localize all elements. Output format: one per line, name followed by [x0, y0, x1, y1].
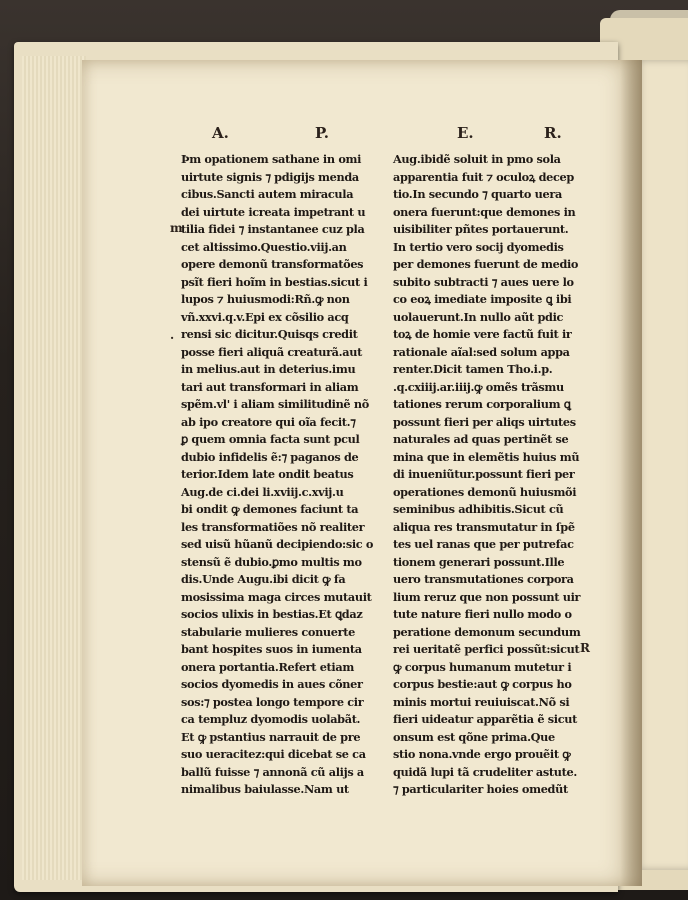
text-line: terior.Idem late ondit beatus: [181, 467, 354, 481]
text-line: tute nature fieri nullo modo o: [393, 607, 572, 621]
text-line: stensũ ẽ dubio.ꝑmo multis mo: [181, 554, 362, 569]
text-line: operationes demonũ huiusmõi: [393, 484, 577, 499]
text-line: in melius.aut in deterius.imu: [181, 362, 356, 376]
text-line: quidã lupi tã crudeliter astute.: [393, 764, 577, 779]
text-line: onsum est qõne prima.Que: [393, 729, 555, 744]
text-line: ⁊ particulariter hoies omedũt: [393, 782, 568, 796]
text-line: rensi sic dicitur.Quisqs credit: [181, 327, 358, 341]
margin-mark-r: R: [580, 641, 590, 655]
margin-mark-m: m: [170, 221, 183, 235]
text-line: ballũ fuisse ⁊ annonã cũ alijs a: [181, 764, 364, 779]
text-line: tio.In secundo ⁊ quarto uera: [393, 187, 562, 201]
text-line: .q.cxiiij.ar.iiij.ꝙ omẽs trãsmu: [393, 379, 564, 394]
running-head-1: A.: [212, 124, 229, 142]
text-line: ꝙ corpus humanum mutetur i: [393, 659, 572, 674]
text-line: possunt fieri per aliqs uirtutes: [393, 414, 576, 429]
text-line: cet altissimo.Questio.viij.an: [181, 239, 347, 254]
text-line: onera fuerunt:que demones in: [393, 204, 576, 219]
right-text-column: [393, 151, 583, 799]
text-line: tionem generari possunt.Ille: [393, 554, 565, 569]
text-line: les transformatiões nõ realiter: [181, 519, 365, 534]
text-line: renter.Dicit tamen Tho.i.p.: [393, 362, 553, 376]
text-line: tari aut transformari in aliam: [181, 379, 359, 394]
text-line: per demones fuerunt de medio: [393, 257, 579, 271]
text-line: sed uisũ hũanũ decipiendo:sic o: [181, 537, 374, 551]
text-line: opere demonũ transformatões: [181, 257, 364, 271]
text-line: apparentia fuit ⁊ oculoꝝ decep: [393, 169, 574, 184]
text-line: cibus.Sancti autem miracula: [181, 187, 354, 201]
text-line: uero transmutationes corpora: [393, 572, 574, 586]
text-line: stabularie mulieres conuerte: [181, 624, 355, 639]
text-line: tilia fidei ⁊ instantanee cuz pla: [181, 222, 365, 236]
text-line: di inueniũtur.possunt fieri per: [393, 467, 575, 481]
text-line: rei ueritatẽ perfici possũt:sicut: [393, 642, 580, 656]
text-line: dis.Unde Augu.ibi dicit ꝙ fa: [181, 572, 346, 586]
text-line: lupos ⁊ huiusmodi:Rñ.ꝙ non: [181, 292, 350, 306]
text-line: ab ipo creatore qui oĩa fecit.⁊: [181, 414, 356, 429]
text-line: subito subtracti ⁊ aues uere lo: [393, 274, 574, 289]
facing-page-gutter: [634, 60, 688, 870]
gutter-shadow: [620, 60, 642, 886]
text-line: dei uirtute icreata impetrant u: [181, 204, 366, 219]
text-line: suo ueracitez:qui dicebat se ca: [181, 747, 366, 761]
text-line: uolauerunt.In nullo aũt pdic: [393, 309, 564, 324]
text-line: ꝑ quem omnia facta sunt pcul: [181, 432, 360, 446]
text-line: posse fieri aliquã creaturã.aut: [181, 344, 362, 359]
running-head-3: E.: [457, 124, 474, 142]
text-line: nimalibus baiulasse.Nam ut: [181, 782, 349, 796]
text-line: aliqua res transmutatur in ſpẽ: [393, 519, 575, 534]
text-line: tes uel ranas que per putrefac: [393, 537, 574, 551]
text-line: seminibus adhibitis.Sicut cũ: [393, 502, 564, 516]
running-head-2: P.: [315, 124, 330, 142]
text-line: fieri uideatur apparẽtia ẽ sicut: [393, 712, 577, 726]
text-line: Et ꝙ pstantius narrauit de pre: [181, 729, 361, 744]
text-line: In tertio vero socij dyomedis: [393, 239, 564, 254]
text-line: sos:⁊ postea longo tempore cir: [181, 694, 364, 709]
text-line: Þm opationem sathane in omi: [181, 152, 362, 166]
text-line: ca templuz dyomodis uolabãt.: [181, 712, 361, 726]
text-line: stio nona.vnde ergo prouẽit ꝙ: [393, 747, 571, 761]
page-stack-edge: [22, 56, 86, 880]
running-head-4: R.: [544, 124, 562, 142]
text-line: toꝝ de homie vere factũ fuit ir: [393, 327, 572, 341]
text-line: dubio infidelis ẽ:⁊ paganos de: [181, 449, 359, 464]
text-line: onera portantia.Refert etiam: [181, 659, 354, 674]
margin-mark-dot: ·: [170, 331, 175, 345]
text-line: Aug.ibidẽ soluit in pmo sola: [393, 152, 561, 166]
text-line: socios ulixis in bestias.Et ꝗdaz: [181, 607, 363, 621]
text-line: bant hospites suos in iumenta: [181, 642, 362, 656]
text-line: tationes rerum corporalium ꝗ: [393, 397, 571, 411]
text-line: naturales ad quas pertinẽt se: [393, 432, 569, 446]
text-line: mina que in elemẽtis huius mũ: [393, 449, 580, 464]
text-line: bi ondit ꝙ demones faciunt ta: [181, 502, 359, 516]
text-line: psĩt fieri hoĩm in bestias.sicut i: [181, 274, 368, 289]
text-line: corpus bestie:aut ꝙ corpus ho: [393, 677, 572, 691]
text-line: minis mortui reuiuiscat.Nõ si: [393, 694, 570, 709]
text-line: vñ.xxvi.q.v.Epi ex cõsilio acq: [181, 309, 349, 324]
text-line: spẽm.vl' i aliam similitudinẽ nõ: [181, 397, 369, 411]
text-line: rationale aĩal:sed solum appa: [393, 344, 570, 359]
text-line: uirtute signis ⁊ pdigijs menda: [181, 169, 359, 184]
text-line: peratione demonum secundum: [393, 624, 581, 639]
text-line: Aug.de ci.dei li.xviij.c.xvij.u: [181, 484, 344, 499]
text-line: uisibiliter pñtes portauerunt.: [393, 222, 569, 236]
text-line: mosissima maga circes mutauit: [181, 589, 372, 604]
text-line: co eoꝝ imediate imposite ꝗ ibi: [393, 292, 572, 306]
text-line: socios dyomedis in aues cõner: [181, 677, 363, 691]
left-text-column: [181, 151, 374, 799]
text-line: lium reruz que non possunt uir: [393, 589, 581, 604]
